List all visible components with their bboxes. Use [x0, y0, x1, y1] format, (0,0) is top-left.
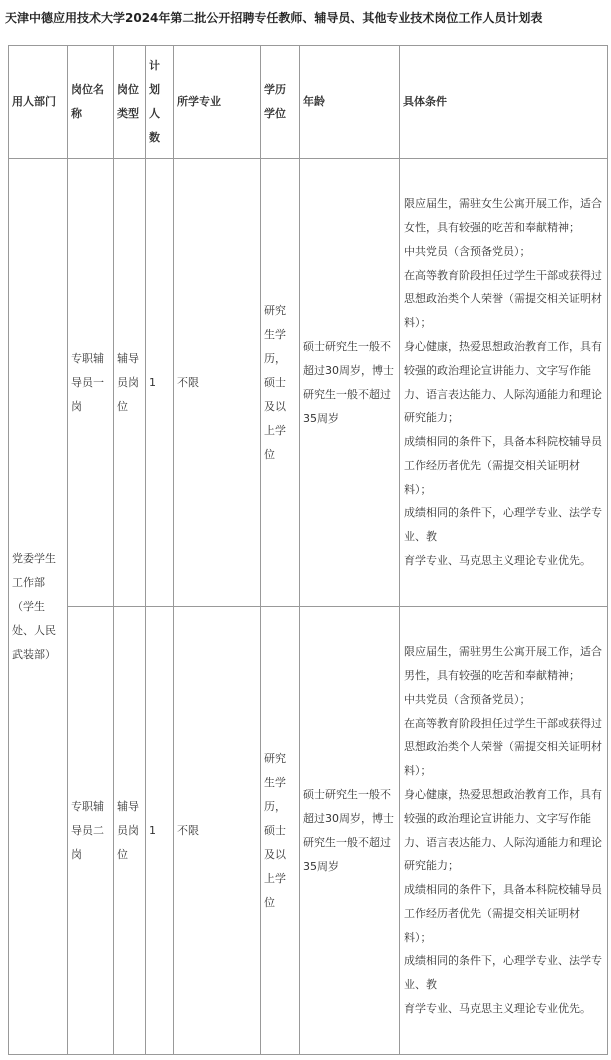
header-department: 用人部门: [9, 46, 68, 159]
position-type-cell: 辅导员岗位: [114, 607, 146, 1055]
condition-line: 成绩相同的条件下，心理学专业、法学专业、教: [404, 954, 602, 992]
age-cell: 硕士研究生一般不超过30周岁，博士研究生一般不超过35周岁: [300, 159, 400, 607]
condition-line: 在高等教育阶段担任过学生干部或获得过思想政治类个人荣誉（需提交相关证明材料）；: [404, 268, 602, 330]
table-header-row: [9, 46, 608, 159]
condition-line: 限应届生，需驻男生公寓开展工作，适合男性，具有较强的吃苦和奉献精神；: [404, 645, 602, 682]
condition-line: 育学专业、马克思主义理论专业优先。: [404, 1002, 591, 1016]
condition-line: 在高等教育阶段担任过学生干部或获得过思想政治类个人荣誉（需提交相关证明材料）；: [404, 716, 602, 778]
age-cell: 硕士研究生一般不超过30周岁，博士研究生一般不超过35周岁: [300, 607, 400, 1055]
condition-line: 成绩相同的条件下，具备本科院校辅导员工作经历者优先（需提交相关证明材料）；: [404, 883, 602, 944]
page-title: 天津中德应用技术大学2024年第二批公开招聘专任教师、辅导员、其他专业技术岗位工作人员计划表: [5, 11, 543, 25]
position-name-cell: 专职辅导员一岗: [68, 159, 114, 607]
condition-line: 育学专业、马克思主义理论专业优先。: [404, 554, 591, 568]
education-cell: 研究生学历，硕士及以上学位: [261, 607, 300, 1055]
condition-line: 中共党员（含预备党员）；: [404, 244, 531, 258]
plan-count-cell: 1: [146, 607, 174, 1055]
condition-line: 身心健康，热爱思想政治教育工作，具有较强的政治理论宣讲能力、文字写作能力、语言表达能力、人际沟通能力和理论研究能力；: [404, 787, 602, 873]
header-major: 所学专业: [174, 46, 261, 159]
major-cell: 不限: [174, 159, 261, 607]
header-age: 年龄: [300, 46, 400, 159]
table-row: [9, 159, 608, 607]
conditions-cell: [400, 159, 608, 607]
header-conditions: 具体条件: [400, 46, 608, 159]
major-cell: 不限: [174, 607, 261, 1055]
plan-count-cell: 1: [146, 159, 174, 607]
condition-line: 身心健康，热爱思想政治教育工作，具有较强的政治理论宣讲能力、文字写作能力、语言表达能力、人际沟通能力和理论研究能力；: [404, 339, 602, 425]
education-cell: 研究生学历，硕士及以上学位: [261, 159, 300, 607]
recruitment-plan-table: [8, 45, 608, 1055]
header-position-name: 岗位名称: [68, 46, 114, 159]
position-name-cell: 专职辅导员二岗: [68, 607, 114, 1055]
condition-line: 成绩相同的条件下，心理学专业、法学专业、教: [404, 506, 602, 544]
condition-line: 成绩相同的条件下，具备本科院校辅导员工作经历者优先（需提交相关证明材料）；: [404, 435, 602, 496]
table-row: [9, 607, 608, 1055]
position-type-cell: 辅导员岗位: [114, 159, 146, 607]
header-position-type: 岗位类型: [114, 46, 146, 159]
condition-line: 限应届生，需驻女生公寓开展工作，适合女性，具有较强的吃苦和奉献精神；: [404, 197, 602, 234]
condition-line: 中共党员（含预备党员）；: [404, 692, 531, 706]
header-education: 学历学位: [261, 46, 300, 159]
conditions-cell: [400, 607, 608, 1055]
header-plan-count: 计划人数: [146, 46, 174, 159]
department-cell: 党委学生工作部（学生处、人民武装部）: [9, 159, 68, 1055]
